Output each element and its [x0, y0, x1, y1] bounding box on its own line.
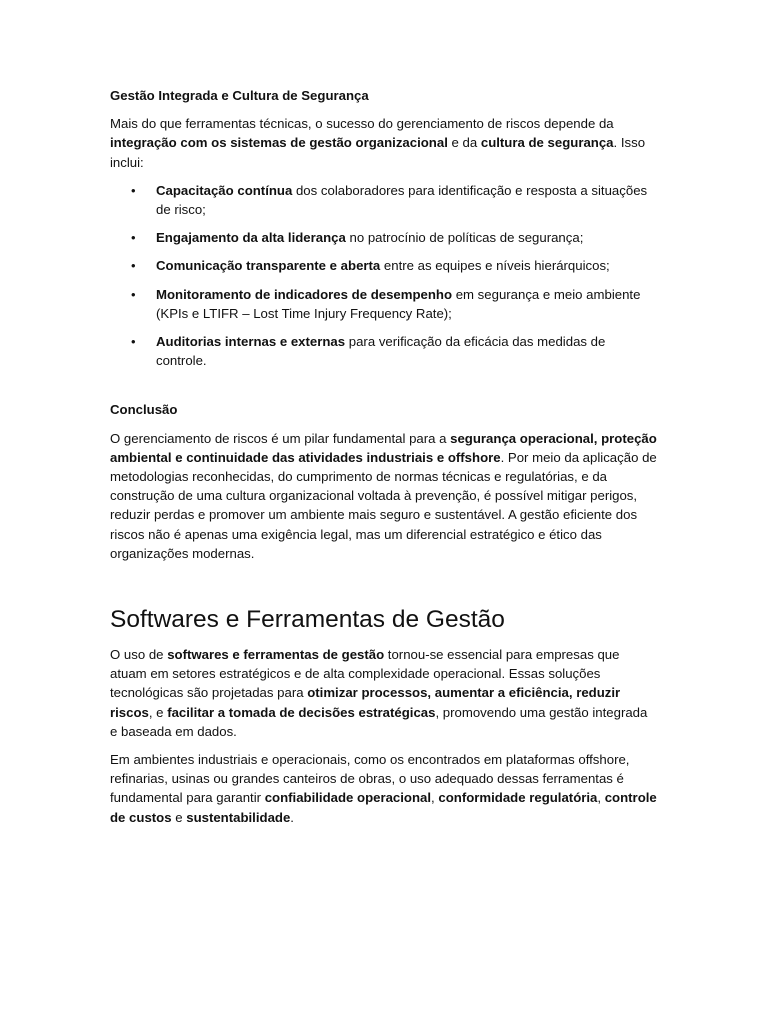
list-item-text: dos colaboradores para identificação e resposta a situações de risco;: [156, 182, 648, 218]
list-item-bold: Auditorias internas e externas: [156, 334, 346, 350]
conclusao-bold-1: segurança operacional, proteção ambiental e continuidade das atividades industriais e offshore: [110, 430, 657, 465]
bullet-icon: •: [131, 286, 136, 302]
list-item-text: entre as equipes e níveis hierárquicos;: [380, 258, 610, 274]
intro-paragraph: [110, 114, 658, 172]
list-item-bold: Comunicação transparente e aberta: [156, 258, 381, 274]
list-item: [110, 228, 658, 247]
soft1-text-4: , promovendo uma gestão integrada e baseada em dados.: [110, 704, 648, 739]
intro-bold-2: cultura de segurança: [480, 135, 614, 151]
list-item-bold: Capacitação contínua: [156, 182, 293, 198]
soft2-bold-2: conformidade regulatória: [438, 790, 598, 806]
soft2-bold-4: sustentabilidade: [186, 809, 291, 825]
document-page: [110, 86, 658, 827]
soft1-bold-2: otimizar processos, aumentar a eficiência, reduzir riscos: [110, 685, 621, 720]
soft1-text-3: , e: [148, 704, 168, 720]
soft2-text-1: Em ambientes industriais e operacionais, como os encontrados em plataformas offshore, refinarias, usinas ou grandes canteiros de obras, o uso adequado dessas ferramentas é fundamental para garantir: [110, 752, 630, 806]
soft1-text-1: O uso de: [110, 647, 168, 663]
bullet-list: [110, 181, 658, 371]
conclusao-text-2: . Por meio da aplicação de metodologias reconhecidas, do cumprimento de normas técnicas e regulatórias, e da construção de uma cultura organizacional voltada à prevenção, é possível mitigar perigos, reduzir perdas e promover um ambiente mais seguro e sustentável. A gestão eficiente dos riscos não é apenas uma exigência legal, mas um diferencial estratégico e ético das organizações modernas.: [110, 449, 657, 561]
intro-text-1: Mais do que ferramentas técnicas, o sucesso do gerenciamento de riscos depende da: [110, 116, 614, 132]
list-item-text: para verificação da eficácia das medidas de controle.: [156, 334, 606, 369]
bullet-icon: •: [131, 334, 136, 350]
bullet-icon: •: [131, 258, 136, 274]
section-title-gestao-integrada: Gestão Integrada e Cultura de Segurança: [110, 88, 369, 103]
soft2-text-5: .: [290, 809, 294, 825]
section-title-conclusao: Conclusão: [110, 402, 178, 418]
soft1-bold-3: facilitar a tomada de decisões estratégicas: [167, 704, 436, 720]
list-item-bold: Engajamento da alta liderança: [156, 230, 346, 246]
intro-text-2: e da: [447, 135, 481, 151]
list-item: [110, 332, 658, 370]
softwares-paragraph-2: [110, 750, 658, 827]
soft2-text-2: ,: [431, 790, 439, 806]
soft2-text-3: ,: [597, 790, 605, 806]
list-item: [110, 285, 658, 323]
soft2-text-4: e: [171, 809, 187, 825]
list-item: [110, 181, 658, 219]
bullet-icon: •: [131, 182, 136, 198]
list-item: [110, 256, 658, 275]
list-item-text: em segurança e meio ambiente (KPIs e LTIFR – Lost Time Injury Frequency Rate);: [156, 286, 641, 321]
conclusao-text-1: O gerenciamento de riscos é um pilar fundamental para a: [110, 430, 451, 446]
list-item-bold: Monitoramento de indicadores de desempenho: [156, 286, 453, 302]
conclusao-paragraph: [110, 429, 658, 563]
intro-bold-1: integração com os sistemas de gestão organizacional: [110, 135, 448, 151]
soft2-bold-1: confiabilidade operacional: [264, 790, 432, 806]
soft1-text-2: tornou-se essencial para empresas que atuam em setores estratégicos e de alta complexidade operacional. Essas soluções tecnológicas são projetadas para: [110, 647, 620, 701]
soft2-bold-3: controle de custos: [110, 790, 657, 825]
bullet-icon: •: [131, 230, 136, 246]
softwares-paragraph-1: [110, 645, 658, 741]
section-heading-softwares: Softwares e Ferramentas de Gestão: [110, 606, 505, 634]
intro-text-3: . Isso inclui:: [110, 135, 646, 170]
soft1-bold-1: softwares e ferramentas de gestão: [167, 647, 385, 663]
list-item-text: no patrocínio de políticas de segurança;: [345, 230, 584, 246]
